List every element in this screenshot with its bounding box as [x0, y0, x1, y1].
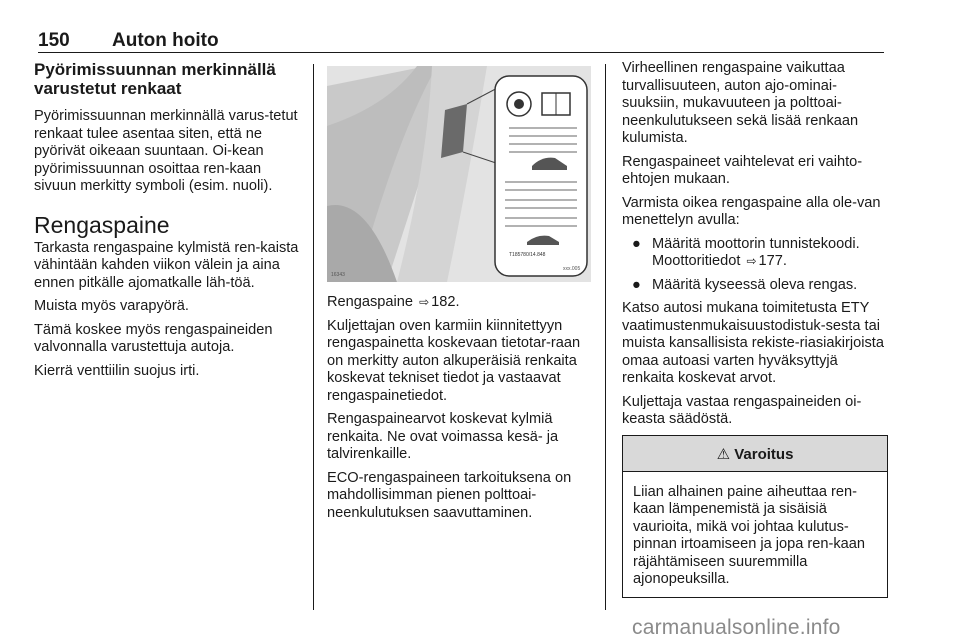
list-item-ref: 177. — [758, 253, 787, 269]
section-title-tyre-pressure: Rengaspaine — [34, 211, 170, 238]
warning-header — [623, 436, 887, 472]
column-right — [622, 60, 888, 598]
figure-id-2: xxx.005 — [563, 266, 581, 272]
tyre-pressure-label-figure — [327, 66, 591, 282]
reference-text: Rengaspaine — [327, 294, 414, 310]
reference-page: 182. — [431, 294, 460, 310]
watermark: carmanualsonline.info — [632, 616, 841, 639]
certificate-paragraph: Katso autosi mukana toimitetusta ETY vaatimustenmukaisuustodistuk-sesta tai muista kansallisista rekiste-riasiakirjoista omaa autoasi varten hyväksyttyjä renkaita koskevat arvot. — [622, 300, 884, 386]
column-divider-left — [313, 64, 314, 610]
list-item: ● Määritä moottorin tunnistekoodi. Moottoritiedot ⇨ 177. — [632, 235, 860, 269]
driver-responsibility-paragraph: Kuljettaja vastaa rengaspaineiden oi-keasta säädöstä. — [622, 393, 862, 427]
rotation-paragraph: Pyörimissuunnan merkinnällä varus-tetut renkaat tulee asentaa siten, että ne pyörivät oikeaan suuntaan. Oi-kean pyörimissuunnan osoittaa ren-kaan sivuun merkitty symboli (esim. nuoli). — [34, 108, 298, 194]
figure-reference — [327, 294, 595, 312]
reference-arrow-icon: ⇨ — [419, 295, 430, 309]
reference-arrow-icon: ⇨ — [746, 254, 757, 268]
column-divider-right — [605, 64, 606, 610]
pressure-paragraph-3: Tämä koskee myös rengaspaineiden valvonnalla varustettuja autoja. — [34, 321, 273, 355]
list-item: ● Määritä kyseessä oleva rengas. — [632, 276, 858, 293]
cold-tyre-paragraph: Rengaspainearvot koskevat kylmiä renkaita. Ne ovat voimassa kesä- ja talvirenkaille. — [327, 411, 559, 462]
warning-body — [623, 472, 887, 597]
door-frame-illustration — [327, 66, 591, 282]
procedure-intro: Varmista oikea rengaspaine alla ole-van menettelyn avulla: — [622, 194, 881, 228]
chapter-title: Auton hoito — [112, 30, 219, 51]
pressure-paragraph-4: Kierrä venttiilin suojus irti. — [34, 362, 200, 379]
warning-text: Liian alhainen paine aiheuttaa ren-kaan lämpenemistä ja sisäisiä vaurioita, mikä voi johtaa kulutus-pinnan irtoamiseen ja jopa ren-kaan räjähtämiseen suuremmilla ajonopeuksilla. — [633, 483, 866, 587]
warning-icon: ⚠ — [716, 445, 731, 463]
warning-box — [622, 435, 888, 598]
eco-pressure-paragraph: ECO-rengaspaineen tarkoituksena on mahdollisimman pienen polttoai-neenkulutuksen saavuttaminen. — [327, 469, 572, 521]
list-item-text: Määritä kyseessä oleva rengas. — [652, 276, 858, 293]
procedure-list — [622, 236, 888, 295]
page-number: 150 — [38, 30, 70, 51]
figure-id: 16343 — [331, 272, 345, 278]
variants-paragraph: Rengaspaineet vaihtelevat eri vaihto-ehtojen mukaan. — [622, 153, 863, 187]
label-info-paragraph: Kuljettajan oven karmiin kiinnitettyyn rengaspainetta koskevaan tietotar-raan on merkitty auton alkuperäisiä renkaita koskevat tekniset tiedot ja vastaavat rengaspainetiedot. — [327, 317, 581, 404]
pressure-paragraph-2: Muista myös varapyörä. — [34, 298, 189, 314]
column-middle — [327, 60, 595, 528]
label-code: T185780/14.848 — [509, 252, 546, 258]
list-item-text: Määritä moottorin tunnistekoodi. Moottoritiedot — [652, 235, 860, 269]
column-left — [34, 60, 304, 386]
page-header — [38, 30, 884, 53]
pressure-paragraph-1: Tarkasta rengaspaine kylmistä ren-kaista vähintään kahden viikon välein ja aina ennen pitkälle ajomatkalle läh-töä. — [34, 239, 299, 291]
warning-title: Varoitus — [734, 445, 794, 463]
incorrect-pressure-paragraph: Virheellinen rengaspaine vaikuttaa turvallisuuteen, auton ajo-ominai-suuksiin, mukavuuteen ja polttoai-neenkulutukseen sekä lisää renkaan kulumista. — [622, 60, 859, 146]
rotation-heading: Pyörimissuunnan merkinnällä varustetut renkaat — [34, 60, 276, 98]
